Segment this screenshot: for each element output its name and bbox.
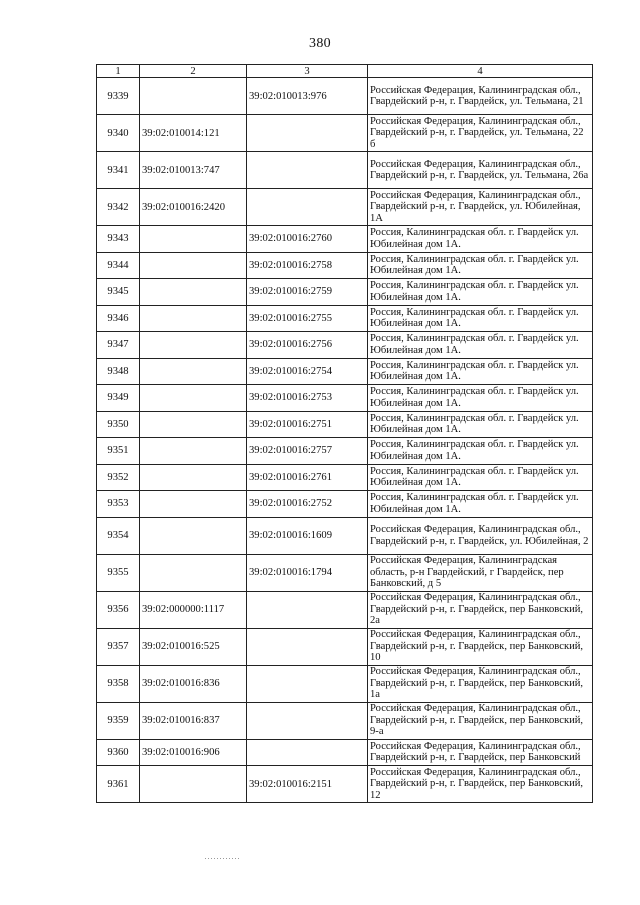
cadastral-number-cell: 39:02:010016:525: [140, 628, 247, 665]
address-cell: Российская Федерация, Калининградская обл., Гвардейский р-н, г. Гвардейск, ул. Тельмана, 26а: [368, 152, 593, 189]
cadastral-number-cell: [140, 358, 247, 385]
column-header: 4: [368, 65, 593, 78]
cadastral-number-cell: [140, 411, 247, 438]
table-row: [97, 739, 593, 766]
table-row: [97, 332, 593, 359]
row-number: 9346: [97, 305, 140, 332]
row-number: 9360: [97, 739, 140, 766]
address-cell: Россия, Калининградская обл. г. Гвардейск ул. Юбилейная дом 1А.: [368, 226, 593, 253]
table-row: [97, 189, 593, 226]
address-cell: Россия, Калининградская обл. г. Гвардейск ул. Юбилейная дом 1А.: [368, 438, 593, 465]
cadastral-number-cell: [140, 517, 247, 554]
cadastral-number-cell: 39:02:010013:747: [140, 152, 247, 189]
cadastral-number-cell: [247, 665, 368, 702]
cadastral-number-cell: 39:02:010016:836: [140, 665, 247, 702]
cadastral-number-cell: [140, 332, 247, 359]
table-row: [97, 152, 593, 189]
cadastral-number-cell: 39:02:010016:2753: [247, 385, 368, 412]
scan-mark: [205, 858, 239, 859]
cadastral-number-cell: 39:02:000000:1117: [140, 591, 247, 628]
table-row: [97, 554, 593, 591]
cadastral-number-cell: [140, 438, 247, 465]
table-row: [97, 358, 593, 385]
cadastral-number-cell: 39:02:010016:2760: [247, 226, 368, 253]
cadastral-number-cell: [140, 554, 247, 591]
cadastral-number-cell: [247, 152, 368, 189]
row-number: 9344: [97, 252, 140, 279]
column-header: 3: [247, 65, 368, 78]
cadastral-number-cell: [140, 464, 247, 491]
address-cell: Российская Федерация, Калининградская обл., Гвардейский р-н, г. Гвардейск, пер Банковский, 12: [368, 766, 593, 803]
cadastral-number-cell: 39:02:010016:1609: [247, 517, 368, 554]
cadastral-number-cell: 39:02:010016:2761: [247, 464, 368, 491]
row-number: 9343: [97, 226, 140, 253]
cadastral-number-cell: [247, 189, 368, 226]
address-cell: Российская Федерация, Калининградская обл., Гвардейский р-н, г. Гвардейск, пер Банковский: [368, 739, 593, 766]
cadastral-number-cell: [247, 628, 368, 665]
registry-table: [96, 64, 593, 803]
cadastral-number-cell: 39:02:010014:121: [140, 115, 247, 152]
table-row: [97, 226, 593, 253]
table-row: [97, 438, 593, 465]
table-row: [97, 78, 593, 115]
address-cell: Российская Федерация, Калининградская обл., Гвардейский р-н, г. Гвардейск, пер Банковский, 9-а: [368, 702, 593, 739]
table-row: [97, 279, 593, 306]
table-row: [97, 665, 593, 702]
row-number: 9339: [97, 78, 140, 115]
table-row: [97, 628, 593, 665]
table-row: [97, 464, 593, 491]
cadastral-number-cell: [140, 226, 247, 253]
cadastral-number-cell: 39:02:010016:837: [140, 702, 247, 739]
cadastral-number-cell: 39:02:010016:2754: [247, 358, 368, 385]
cadastral-number-cell: [140, 766, 247, 803]
cadastral-number-cell: [247, 115, 368, 152]
cadastral-number-cell: [140, 491, 247, 518]
table-row: [97, 385, 593, 412]
cadastral-number-cell: [247, 591, 368, 628]
table-row: [97, 702, 593, 739]
cadastral-number-cell: 39:02:010016:2758: [247, 252, 368, 279]
cadastral-number-cell: 39:02:010016:2755: [247, 305, 368, 332]
row-number: 9359: [97, 702, 140, 739]
cadastral-number-cell: [140, 305, 247, 332]
table-row: [97, 766, 593, 803]
row-number: 9350: [97, 411, 140, 438]
address-cell: Россия, Калининградская обл. г. Гвардейск ул. Юбилейная дом 1А.: [368, 411, 593, 438]
table-row: [97, 411, 593, 438]
cadastral-number-cell: 39:02:010016:2751: [247, 411, 368, 438]
row-number: 9356: [97, 591, 140, 628]
row-number: 9351: [97, 438, 140, 465]
cadastral-number-cell: [140, 78, 247, 115]
table-row: [97, 305, 593, 332]
table-row: [97, 491, 593, 518]
row-number: 9347: [97, 332, 140, 359]
row-number: 9348: [97, 358, 140, 385]
address-cell: Россия, Калининградская обл. г. Гвардейск ул. Юбилейная дом 1А.: [368, 252, 593, 279]
table-row: [97, 115, 593, 152]
cadastral-number-cell: 39:02:010016:2752: [247, 491, 368, 518]
address-cell: Россия, Калининградская обл. г. Гвардейск ул. Юбилейная дом 1А.: [368, 332, 593, 359]
address-cell: Россия, Калининградская обл. г. Гвардейск ул. Юбилейная дом 1А.: [368, 305, 593, 332]
row-number: 9353: [97, 491, 140, 518]
address-cell: Российская Федерация, Калининградская обл., Гвардейский р-н, г. Гвардейск, пер Банковский, 2а: [368, 591, 593, 628]
address-cell: Российская Федерация, Калининградская область, р-н Гвардейский, г Гвардейск, пер Банковский, д 5: [368, 554, 593, 591]
cadastral-number-cell: 39:02:010013:976: [247, 78, 368, 115]
address-cell: Российская Федерация, Калининградская обл., Гвардейский р-н, г. Гвардейск, ул. Тельмана, 21: [368, 78, 593, 115]
cadastral-number-cell: 39:02:010016:2756: [247, 332, 368, 359]
row-number: 9357: [97, 628, 140, 665]
address-cell: Россия, Калининградская обл. г. Гвардейск ул. Юбилейная дом 1А.: [368, 464, 593, 491]
address-cell: Российская Федерация, Калининградская обл., Гвардейский р-н, г. Гвардейск, ул. Юбилейная, 2: [368, 517, 593, 554]
address-cell: Россия, Калининградская обл. г. Гвардейск ул. Юбилейная дом 1А.: [368, 279, 593, 306]
page-number: 380: [309, 36, 331, 51]
cadastral-number-cell: [140, 385, 247, 412]
row-number: 9358: [97, 665, 140, 702]
row-number: 9340: [97, 115, 140, 152]
address-cell: Российская Федерация, Калининградская обл., Гвардейский р-н, г. Гвардейск, пер Банковский, 10: [368, 628, 593, 665]
cadastral-number-cell: 39:02:010016:2759: [247, 279, 368, 306]
row-number: 9349: [97, 385, 140, 412]
cadastral-number-cell: 39:02:010016:2757: [247, 438, 368, 465]
column-header: 2: [140, 65, 247, 78]
cadastral-number-cell: [140, 252, 247, 279]
row-number: 9355: [97, 554, 140, 591]
row-number: 9354: [97, 517, 140, 554]
address-cell: Российская Федерация, Калининградская обл., Гвардейский р-н, г. Гвардейск, ул. Тельмана, 22 б: [368, 115, 593, 152]
cadastral-number-cell: 39:02:010016:2151: [247, 766, 368, 803]
table-row: [97, 591, 593, 628]
table-body: [97, 78, 593, 803]
address-cell: Россия, Калининградская обл. г. Гвардейск ул. Юбилейная дом 1А.: [368, 491, 593, 518]
cadastral-number-cell: 39:02:010016:906: [140, 739, 247, 766]
row-number: 9342: [97, 189, 140, 226]
address-cell: Российская Федерация, Калининградская обл., Гвардейский р-н, г. Гвардейск, ул. Юбилейная, 1А: [368, 189, 593, 226]
address-cell: Российская Федерация, Калининградская обл., Гвардейский р-н, г. Гвардейск, пер Банковский, 1а: [368, 665, 593, 702]
cadastral-number-cell: 39:02:010016:2420: [140, 189, 247, 226]
row-number: 9361: [97, 766, 140, 803]
table-header-row: [97, 65, 593, 78]
column-header: 1: [97, 65, 140, 78]
row-number: 9345: [97, 279, 140, 306]
address-cell: Россия, Калининградская обл. г. Гвардейск ул. Юбилейная дом 1А.: [368, 358, 593, 385]
table-row: [97, 517, 593, 554]
row-number: 9341: [97, 152, 140, 189]
row-number: 9352: [97, 464, 140, 491]
cadastral-number-cell: [140, 279, 247, 306]
table-row: [97, 252, 593, 279]
address-cell: Россия, Калининградская обл. г. Гвардейск ул. Юбилейная дом 1А.: [368, 385, 593, 412]
cadastral-number-cell: [247, 702, 368, 739]
cadastral-number-cell: 39:02:010016:1794: [247, 554, 368, 591]
cadastral-number-cell: [247, 739, 368, 766]
